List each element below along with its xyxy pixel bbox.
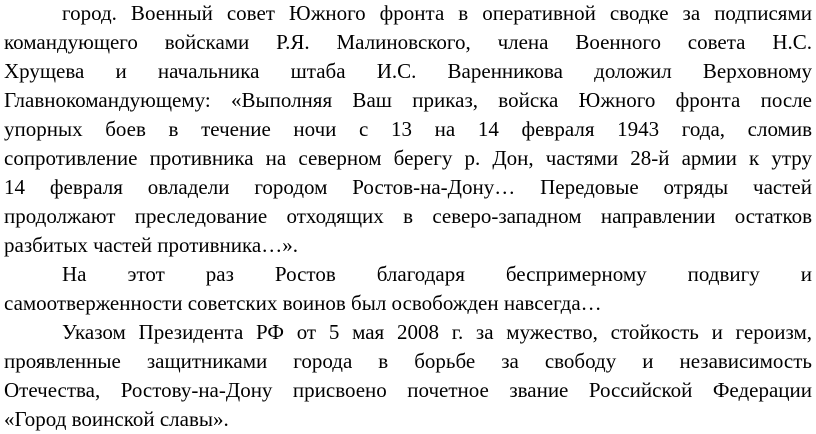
text-line: командующего войсками Р.Я. Малиновского, члена Военного совета Н.С. — [4, 30, 812, 54]
paragraph-3 — [4, 318, 812, 434]
text-line: продолжают преследование отходящих в северо-западном направлении остатков — [4, 204, 812, 228]
text-line: Указом Президента РФ от 5 мая 2008 г. за мужество, стойкость и героизм, — [62, 320, 812, 344]
text-line: Главнокомандующему: «Выполняя Ваш приказ, войска Южного фронта после — [4, 88, 812, 112]
text-line: На этот раз Ростов благодаря беспримерному подвигу и — [62, 262, 812, 286]
text-line: Хрущева и начальника штаба И.С. Варенникова доложил Верховному — [4, 59, 812, 83]
text-line: 14 февраля овладели городом Ростов-на-Дону… Передовые отряды частей — [4, 175, 812, 199]
text-line: сопротивление противника на северном берегу р. Дон, частями 28-й армии к утру — [4, 146, 812, 170]
text-line: проявленные защитниками города в борьбе за свободу и независимость — [4, 349, 812, 373]
text-line: самоотверженности советских воинов был освобожден навсегда… — [4, 291, 602, 315]
text-line: «Город воинской славы». — [4, 407, 229, 431]
paragraph-2 — [4, 260, 812, 318]
text-line: город. Военный совет Южного фронта в оперативной сводке за подписями — [62, 1, 812, 25]
paragraph-1 — [4, 0, 812, 260]
text-line: упорных боев в течение ночи с 13 на 14 февраля 1943 года, сломив — [4, 117, 812, 141]
text-line: разбитых частей противника…». — [4, 233, 298, 257]
text-line: Отечества, Ростову-на-Дону присвоено почетное звание Российской Федерации — [4, 378, 812, 402]
